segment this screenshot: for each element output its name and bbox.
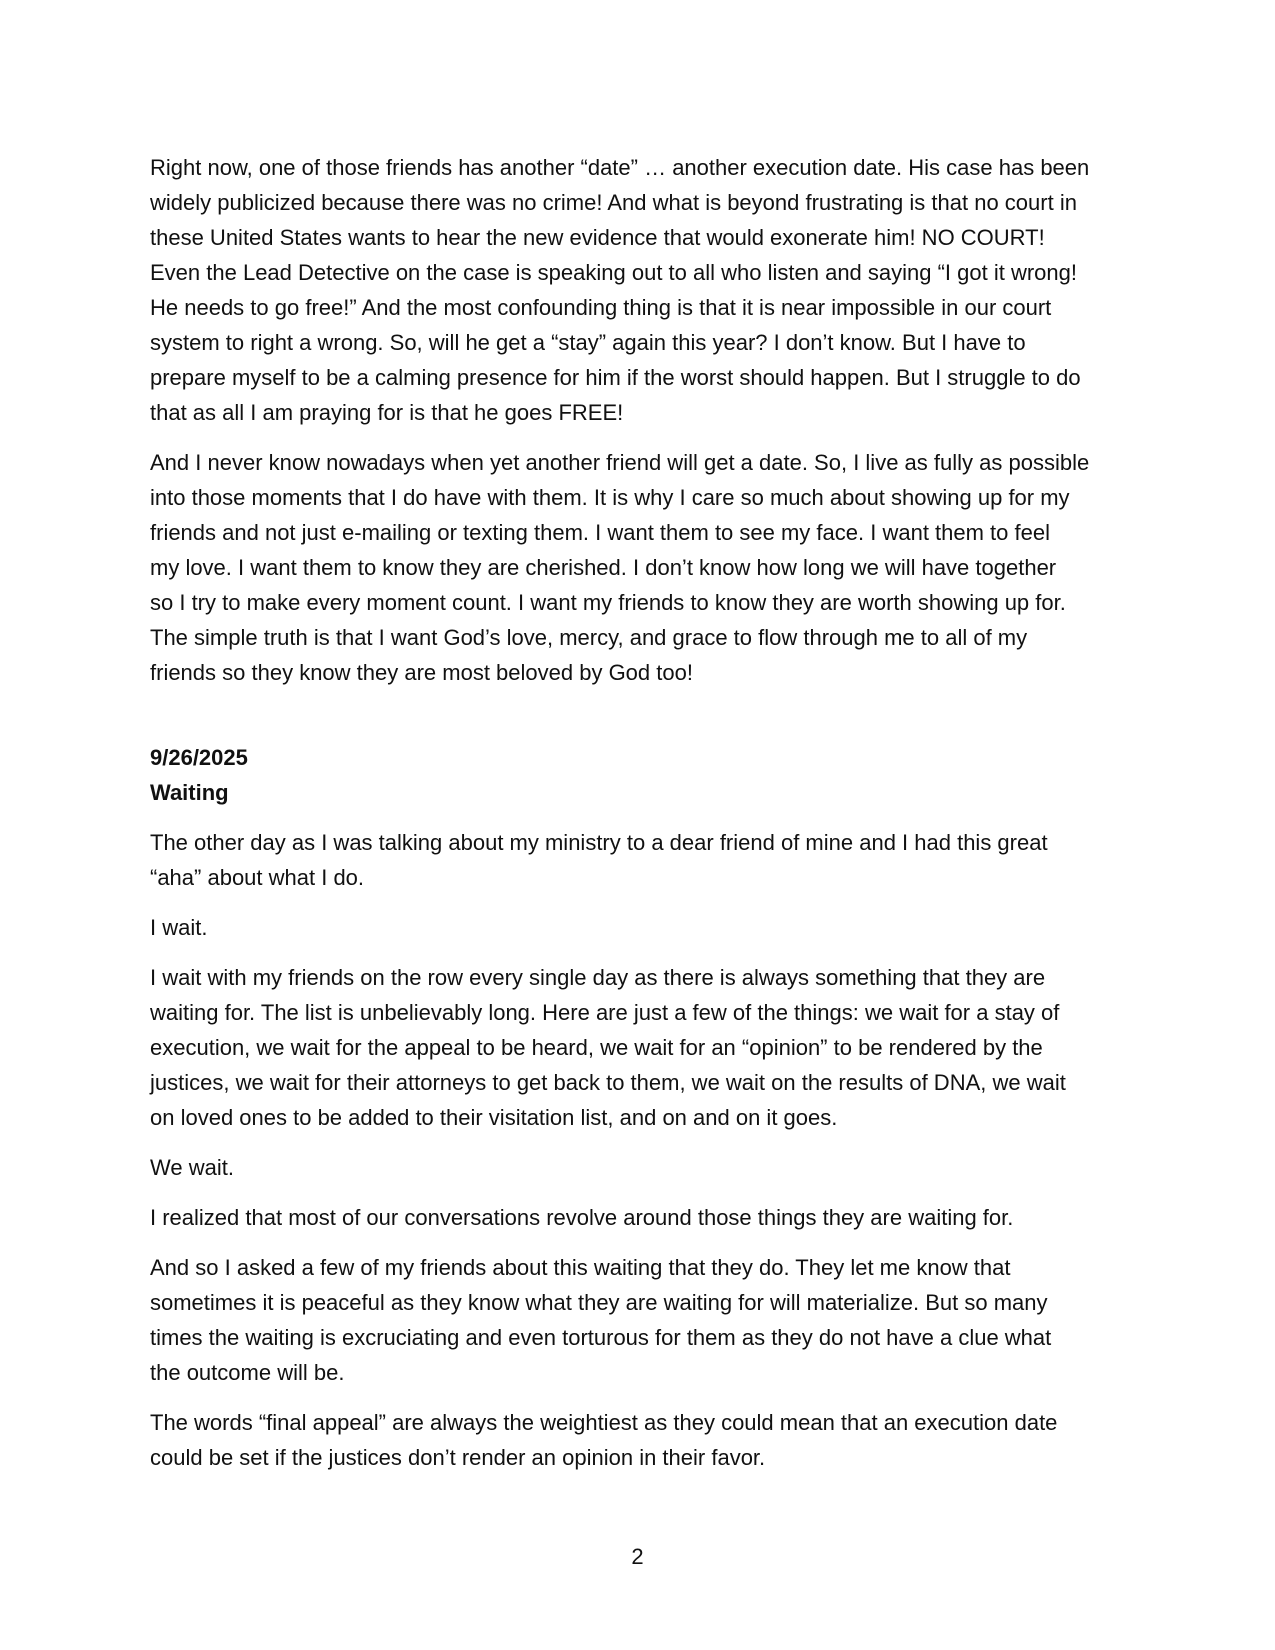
paragraph-wait-list: I wait with my friends on the row every single day as there is always something that they are waiting for. The list is unbelievably long. Here are just a few of the things: we wait for a stay of execution, we wait for the appeal to be heard, we wait for an “opinion” to be rendered by the justices, we wait for their attorneys to get back to them, we wait on the results of DNA, we wait on loved ones to be added to their visitation list, and on and on it goes. — [150, 965, 1066, 1130]
entry-title: Waiting — [150, 780, 229, 805]
document-page — [150, 150, 1135, 1490]
paragraph-showing-up: And I never know nowadays when yet another friend will get a date. So, I live as fully as possible into those moments that I do have with them. It is why I care so much about showing up for my friends and not just e-mailing or texting them. I want them to see my face. I want them to feel my love. I want them to know they are cherished. I don’t know how long we will have together so I try to make every moment count. I want my friends to know they are worth showing up for. The simple truth is that I want God’s love, mercy, and grace to flow through me to all of my friends so they know they are most beloved by God too! — [150, 450, 1090, 685]
section-gap — [150, 705, 1135, 740]
paragraph-i-wait: I wait. — [150, 915, 208, 940]
paragraph-final-appeal: The words “final appeal” are always the weightiest as they could mean that an execution date could be set if the justices don’t render an opinion in their favor. — [150, 1410, 1058, 1470]
paragraph-we-wait: We wait. — [150, 1155, 234, 1180]
page-number: 2 — [631, 1544, 644, 1569]
paragraph-execution-date: Right now, one of those friends has another “date” … another execution date. His case has been widely publicized because there was no crime! And what is beyond frustrating is that no court in these United States wants to hear the new evidence that would exonerate him! NO COURT! Even the Lead Detective on the case is speaking out to all who listen and saying “I got it wrong! He needs to go free!” And the most confounding thing is that it is near impossible in our court system to right a wrong. So, will he get a “stay” again this year? I don’t know. But I have to prepare myself to be a calming presence for him if the worst should happen. But I struggle to do that as all I am praying for is that he goes FREE! — [150, 155, 1090, 425]
entry-date: 9/26/2025 — [150, 745, 248, 770]
paragraph-aha: The other day as I was talking about my ministry to a dear friend of mine and I had this great “aha” about what I do. — [150, 830, 1048, 890]
paragraph-conversations: I realized that most of our conversations revolve around those things they are waiting for. — [150, 1205, 1014, 1230]
paragraph-waiting-feelings: And so I asked a few of my friends about this waiting that they do. They let me know that sometimes it is peaceful as they know what they are waiting for will materialize. But so many times the waiting is excruciating and even torturous for them as they do not have a clue what the outcome will be. — [150, 1255, 1052, 1385]
